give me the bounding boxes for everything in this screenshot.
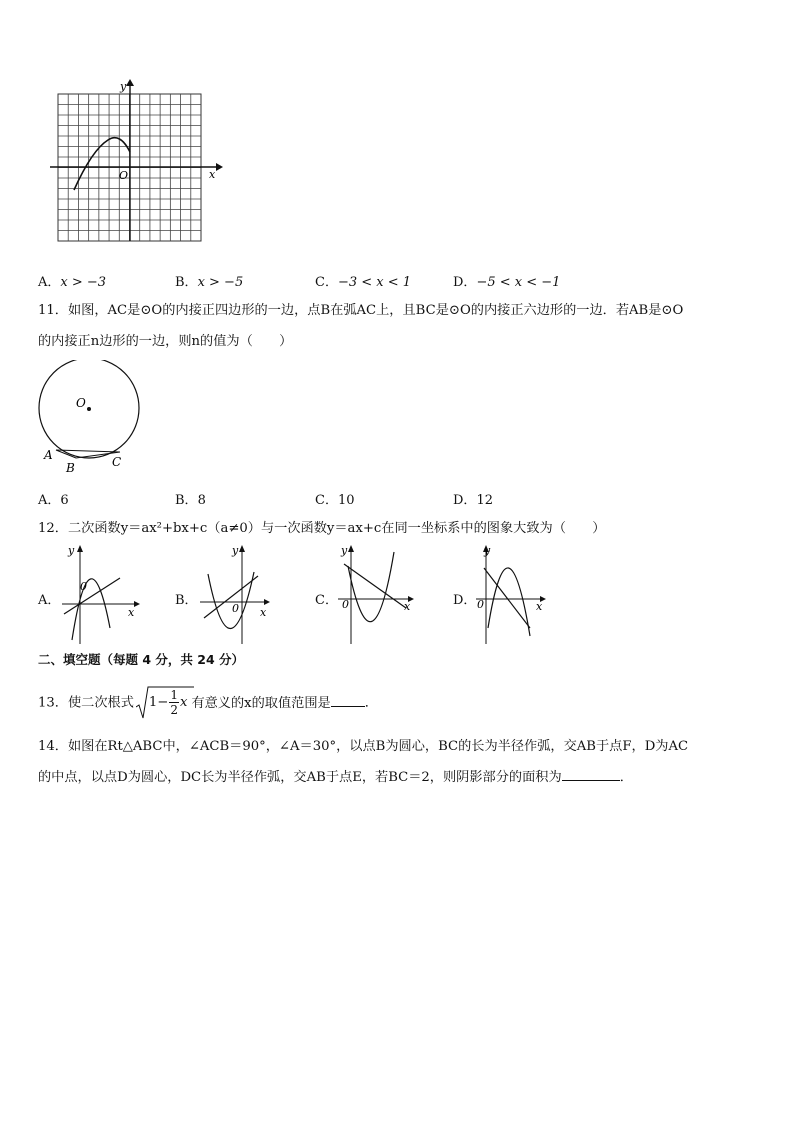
q12-d-origin-label: 0 (477, 598, 484, 611)
q14-stem-line2 (38, 768, 633, 788)
q12-c-y-label: y (341, 544, 348, 557)
q11-label-a: A (44, 448, 53, 462)
q11-option-c[interactable]: C．10 (315, 493, 355, 508)
q13-suffix: 有意义的x的取值范围是 (191, 695, 331, 711)
q12-c-origin-label: 0 (342, 598, 349, 611)
q12-stem: 12．二次函数y＝ax²+bx+c（a≠0）与一次函数y＝ax+c在同一坐标系中的图象大致为（ ） (38, 521, 606, 536)
q13-answer-blank[interactable] (331, 694, 365, 707)
q13-prefix: 13．使二次根式 (38, 695, 134, 711)
q12-a-x-label: x (128, 606, 135, 619)
q13-end: ． (364, 695, 378, 711)
q13-radical (136, 683, 188, 723)
q12-b-parabola (208, 572, 254, 629)
q10-y-label: y (120, 80, 127, 93)
q12-b-x-label: x (260, 606, 267, 619)
q13-frac-num: 1 (170, 688, 178, 702)
q12-option-a[interactable]: A． (38, 593, 61, 608)
q12-graph-a[interactable] (58, 544, 140, 646)
q11-label-o: O (76, 396, 86, 410)
q12-graph-c[interactable] (336, 544, 418, 646)
q10-option-a[interactable]: A．x > −3 (38, 275, 107, 290)
q12-option-c[interactable]: C． (315, 593, 338, 608)
q10-graph (48, 74, 228, 248)
q12-graph-d[interactable] (474, 544, 556, 646)
q12-d-y-label: y (484, 544, 491, 557)
q12-a-origin-label: 0 (80, 580, 87, 593)
q10-option-c[interactable]: C．−3 < x < 1 (315, 275, 412, 290)
q12-c-x-label: x (404, 600, 411, 613)
q13-radical-sign (136, 685, 196, 721)
q12-option-d[interactable]: D． (453, 593, 477, 608)
q12-option-b[interactable]: B． (175, 593, 198, 608)
q14-end: ． (619, 770, 633, 785)
q11-label-c: C (112, 455, 122, 469)
q10-x-arrow (216, 163, 223, 171)
q14-stem-line1: 14．如图在Rt△ABC中，∠ACB＝90°，∠A＝30°，以点B为圆心，BC的长为半径作弧，交AB于点F，D为AC (38, 739, 689, 754)
q11-option-b[interactable]: B．8 (175, 493, 206, 508)
q12-d-parabola (488, 568, 530, 636)
q10-option-b[interactable]: B．x > −5 (175, 275, 244, 290)
q12-c-parabola (348, 552, 394, 622)
q10-y-arrow (126, 79, 134, 86)
q12-b-line (204, 576, 258, 618)
q13-radicand-x: x (180, 695, 188, 710)
q12-a-y-label: y (68, 544, 75, 557)
q12-d-line (484, 568, 530, 628)
q11-stem-line1: 11．如图，AC是⊙O的内接正四边形的一边，点B在弧AC上，且BC是⊙O的内接正六边形的一边．若AB是⊙O (38, 303, 684, 318)
q10-x-label: x (209, 168, 216, 181)
q14-line2-text: 的中点，以点D为圆心，DC长为半径作弧，交AB于点E，若BC＝2，则阴影部分的面积为 (38, 770, 562, 785)
q11-stem-line2: 的内接正n边形的一边，则n的值为（ ） (38, 334, 293, 349)
q12-b-y-label: y (232, 544, 239, 557)
section-fill-in-title: 二、填空题（每题 4 分，共 24 分） (38, 652, 245, 667)
q11-center-dot (87, 407, 91, 411)
q11-circle-figure (34, 360, 144, 476)
q12-b-origin-label: 0 (232, 602, 239, 615)
q12-graph-b[interactable] (196, 544, 278, 646)
q11-option-a[interactable]: A．6 (38, 493, 69, 508)
q14-answer-blank[interactable] (562, 768, 620, 781)
q11-label-b: B (66, 461, 75, 475)
q13-frac-den: 2 (170, 703, 178, 717)
q12-a-line (64, 578, 120, 614)
q12-d-x-label: x (536, 600, 543, 613)
q13-radicand-one: 1− (148, 695, 169, 710)
q10-parabola (74, 138, 130, 190)
q10-origin-label: O (119, 169, 129, 182)
q13-stem (38, 683, 378, 723)
q11-option-d[interactable]: D．12 (453, 493, 493, 508)
q10-option-d[interactable]: D．−5 < x < −1 (453, 275, 561, 290)
q12-c-line (344, 564, 406, 608)
